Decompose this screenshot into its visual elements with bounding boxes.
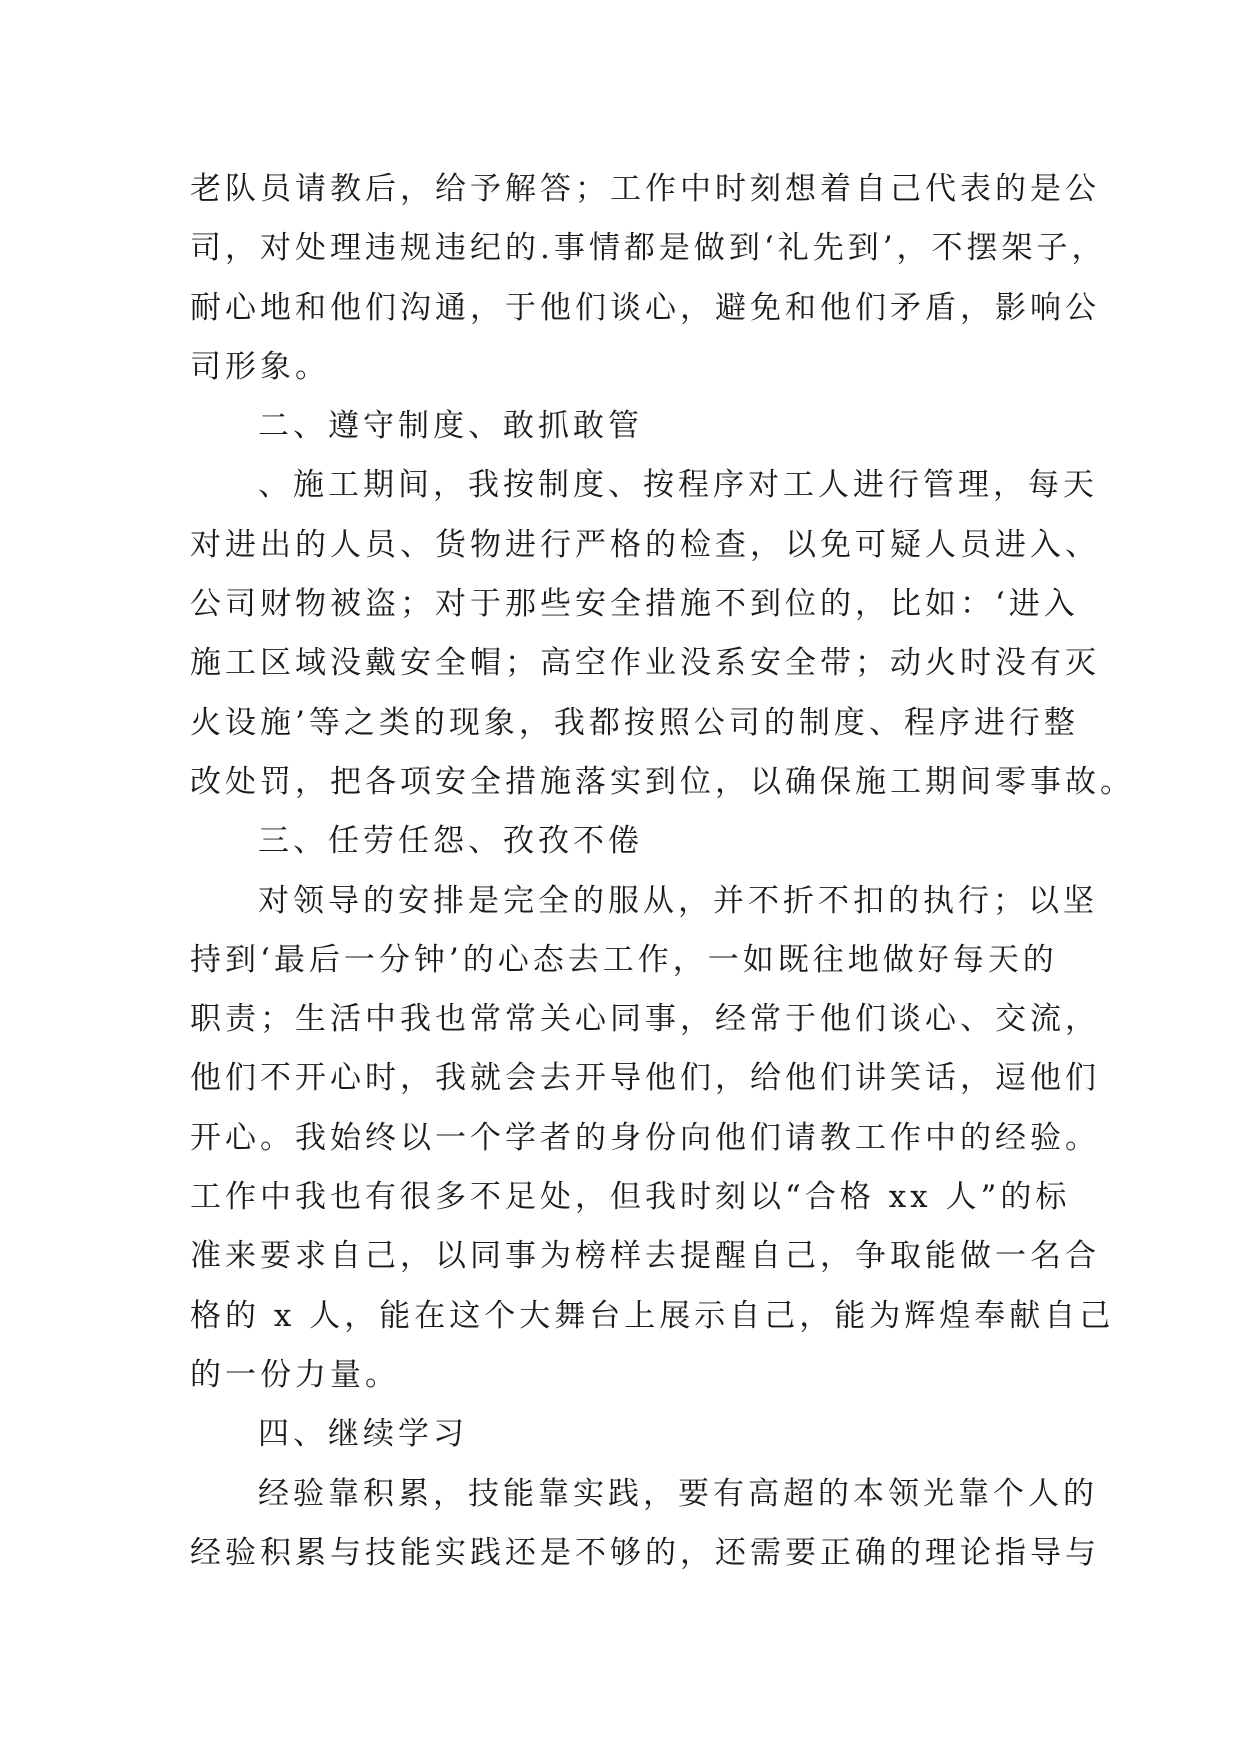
text-line: 改处罚，把各项安全措施落实到位，以确保施工期间零事故。 bbox=[190, 763, 1135, 800]
text-line: 的一份力量。 bbox=[190, 1356, 400, 1393]
text-line: 职责；生活中我也常常关心同事，经常于他们谈心、交流， bbox=[190, 1001, 1100, 1038]
text-line: 经验积累与技能实践还是不够的，还需要正确的理论指导与 bbox=[190, 1534, 1100, 1571]
text-line: 格的 x 人，能在这个大舞台上展示自己，能为辉煌奉献自己 bbox=[190, 1297, 1115, 1334]
text-line: 对领导的安排是完全的服从，并不折不扣的执行；以坚 bbox=[258, 882, 1098, 919]
text-line: 司形象。 bbox=[190, 348, 330, 385]
text-line: 经验靠积累，技能靠实践，要有高超的本领光靠个人的 bbox=[258, 1475, 1098, 1512]
text-line: 持到‘最后一分钟’的心态去工作，一如既往地做好每天的 bbox=[190, 941, 1058, 978]
text-line: 他们不开心时，我就会去开导他们，给他们讲笑话，逗他们 bbox=[190, 1060, 1100, 1097]
section-heading: 四、继续学习 bbox=[258, 1416, 468, 1453]
text-line: 对进出的人员、货物进行严格的检查，以免可疑人员进入、 bbox=[190, 526, 1100, 563]
text-line: 老队员请教后，给予解答；工作中时刻想着自己代表的是公 bbox=[190, 171, 1100, 207]
text-line: 耐心地和他们沟通，于他们谈心，避免和他们矛盾，影响公 bbox=[190, 289, 1100, 326]
text-line: 司，对处理违规违纪的.事情都是做到‘礼先到’，不摆架子， bbox=[190, 230, 1107, 267]
text-line: 火设施’等之类的现象，我都按照公司的制度、程序进行整 bbox=[190, 704, 1079, 741]
text-line: 、施工期间，我按制度、按程序对工人进行管理，每天 bbox=[258, 467, 1098, 504]
section-heading: 二、遵守制度、敢抓敢管 bbox=[258, 408, 643, 445]
text-line: 开心。我始终以一个学者的身份向他们请教工作中的经验。 bbox=[190, 1119, 1100, 1156]
text-line: 准来要求自己，以同事为榜样去提醒自己，争取能做一名合 bbox=[190, 1238, 1100, 1275]
text-line: 公司财物被盗；对于那些安全措施不到位的，比如：‘进入 bbox=[190, 586, 1079, 623]
text-line: 施工区域没戴安全帽；高空作业没系安全带；动火时没有灭 bbox=[190, 645, 1100, 682]
text-line: 工作中我也有很多不足处，但我时刻以“合格 xx 人”的标 bbox=[190, 1179, 1071, 1216]
section-heading: 三、任劳任怨、孜孜不倦 bbox=[258, 823, 643, 860]
document-body bbox=[190, 160, 1135, 1583]
